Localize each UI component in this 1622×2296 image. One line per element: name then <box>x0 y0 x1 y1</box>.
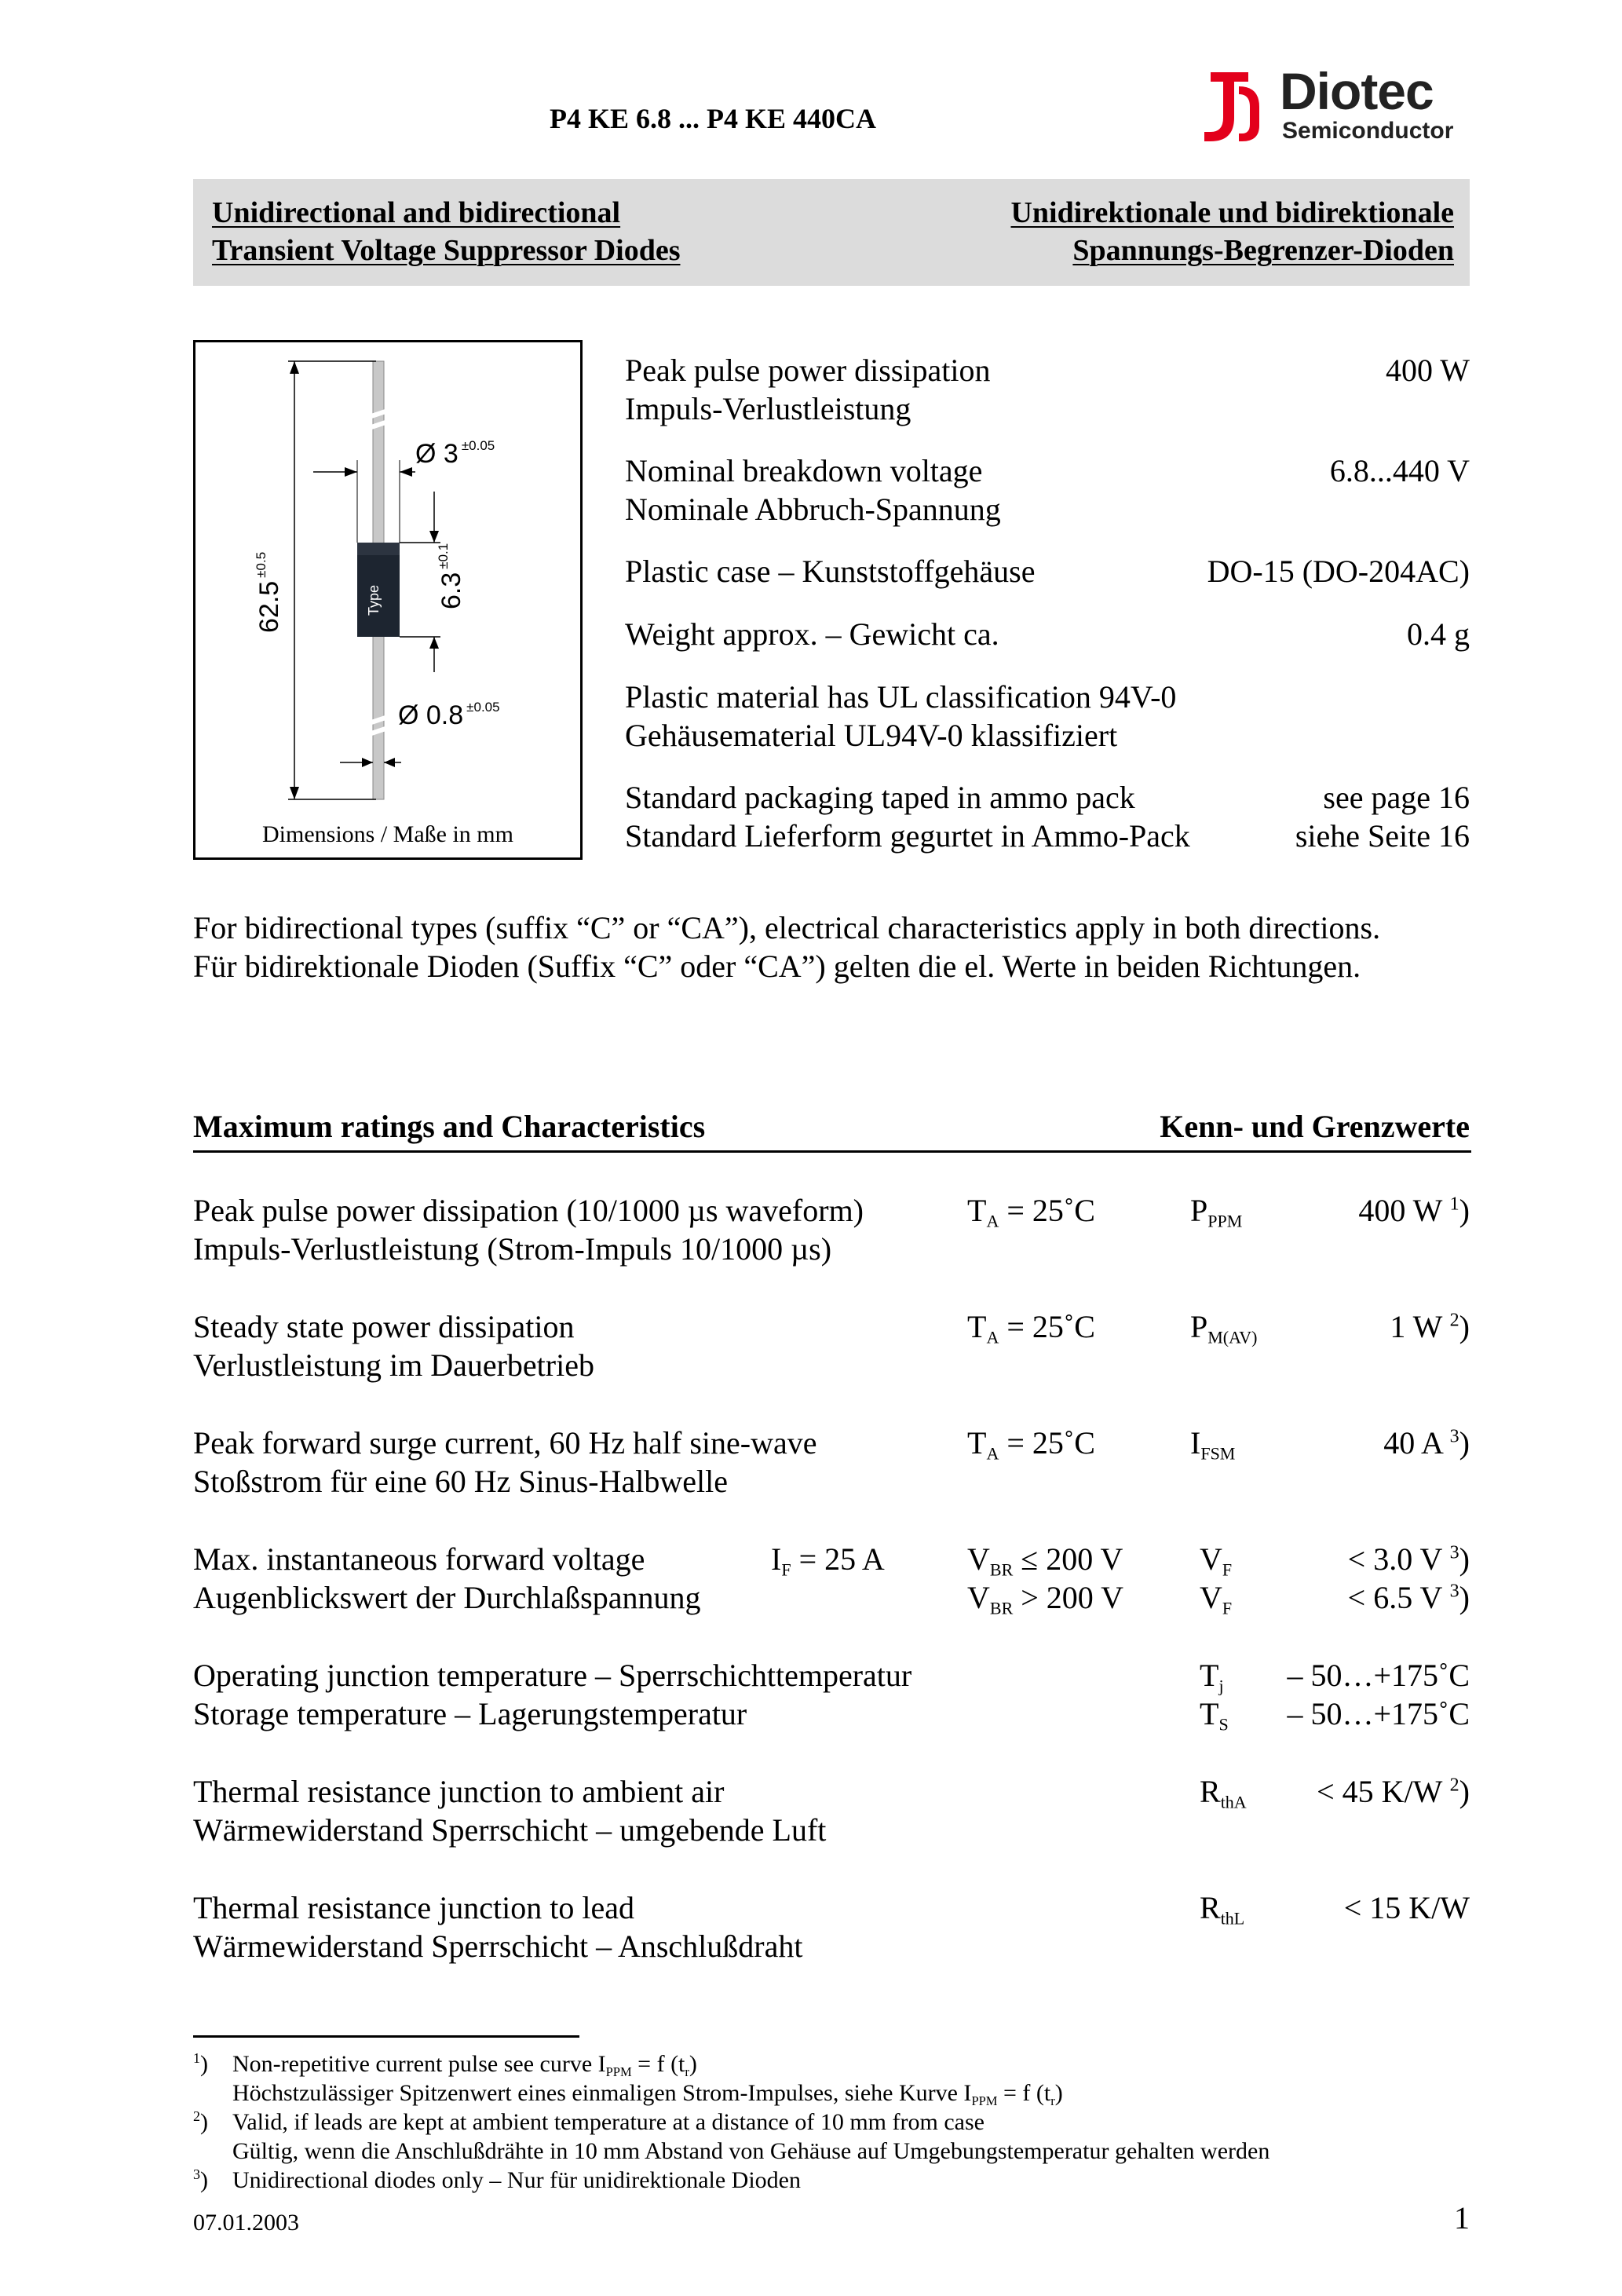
rating-vf-condition-2: $V_{BR} > 200$ V <box>967 1580 1123 1618</box>
spec-case-value: DO-15 (DO-204AC) <box>1207 554 1470 589</box>
spec-breakdown-de: Nominale Abbruch-Spannung <box>625 492 1001 527</box>
footnote-rule <box>193 2035 579 2038</box>
rating-rtha-de: Wärmewiderstand Sperrschicht – umgebende Luft <box>193 1812 827 1848</box>
rating-ts-value: – 50…+175˚C <box>1287 1696 1470 1731</box>
rating-vf-symbol-2: $V_F$ <box>1200 1580 1233 1618</box>
rating-pmav-symbol: $P_{M(AV)}$ <box>1190 1309 1258 1347</box>
dim-body-length: $6.3^{\pm 0.1}$ <box>436 543 466 609</box>
dimension-drawing <box>193 340 583 860</box>
dim-total-length: $62.5^{\pm 0.5}$ <box>254 551 284 633</box>
rating-rtha-en: Thermal resistance junction to ambient air <box>193 1774 725 1809</box>
dim-lead-diameter: Ø 0.8 $^{\pm 0.05}$ <box>398 700 500 730</box>
rating-ppm-symbol: $P_{PPM}$ <box>1190 1193 1243 1231</box>
footer-date: 07.01.2003 <box>193 2210 299 2236</box>
rating-pmav-value: 1 W $^2$) <box>1390 1309 1470 1344</box>
document-title: P4 KE 6.8 ... P4 KE 440CA <box>550 103 877 134</box>
rating-tj-symbol: $T_j$ <box>1200 1658 1224 1696</box>
bidirectional-note-en: For bidirectional types (suffix “C” or “CA”), electrical characteristics apply in both directions. <box>193 910 1381 945</box>
spec-weight: Weight approx. – Gewicht ca. <box>625 616 999 652</box>
rating-tj-value: – 50…+175˚C <box>1287 1658 1470 1693</box>
diotec-logo-icon <box>1193 63 1280 149</box>
rating-tj-text: Operating junction temperature – Sperrschichttemperatur <box>193 1658 912 1693</box>
rating-rthl-en: Thermal resistance junction to lead <box>193 1890 635 1925</box>
rating-ifsm-condition: $T_A$ = 25˚C <box>967 1425 1095 1464</box>
spec-ul-de: Gehäusematerial UL94V-0 klassifiziert <box>625 718 1118 753</box>
footnote-1-en: Non-repetitive current pulse see curve $I_{PPM} = f$ $(t_r)$ <box>232 2051 697 2079</box>
rating-ifsm-en: Peak forward surge current, 60 Hz half sine-wave <box>193 1425 817 1461</box>
rating-ppm-de: Impuls-Verlustleistung (Strom-Impuls 10/1000 µs) <box>193 1231 832 1267</box>
spec-packaging-de: Standard Lieferform gegurtet in Ammo-Pack <box>625 818 1190 854</box>
figure-caption: Dimensions / Maße in mm <box>262 821 513 847</box>
rating-ppm-en: Peak pulse power dissipation (10/1000 µs waveform) <box>193 1193 864 1228</box>
rating-ts-symbol: $T_S$ <box>1200 1696 1229 1735</box>
rating-rtha-value: < 45 K/W $^2$) <box>1317 1774 1470 1809</box>
rating-vf-condition-1: $V_{BR} \le 200$ V <box>967 1541 1123 1580</box>
footnote-2-en: Valid, if leads are kept at ambient temperature at a distance of 10 mm from case <box>232 2109 985 2135</box>
spec-ul-en: Plastic material has UL classification 94V-0 <box>625 679 1177 715</box>
rating-pmav-en: Steady state power dissipation <box>193 1309 575 1344</box>
logo-subtitle: Semiconductor <box>1282 118 1454 144</box>
ratings-heading-rule <box>193 1150 1471 1153</box>
footnote-3-marker: $^3$) <box>193 2166 208 2193</box>
footer-page-number: 1 <box>1454 2200 1470 2236</box>
bidirectional-note-de: Für bidirektionale Dioden (Suffix “C” oder “CA”) gelten die el. Werte in beiden Richtungen. <box>193 949 1361 984</box>
rating-vf-value-2: < 6.5 V $^3$) <box>1347 1580 1470 1615</box>
rating-rtha-symbol: $R_{thA}$ <box>1200 1774 1247 1812</box>
rating-vf-de: Augenblickswert der Durchlaßspannung <box>193 1580 701 1615</box>
rating-rthl-value: < 15 K/W <box>1343 1890 1470 1925</box>
rating-vf-en: Max. instantaneous forward voltage <box>193 1541 645 1577</box>
rating-vf-current: $I_F = 25$ A <box>771 1541 885 1580</box>
subtitle-bar <box>193 179 1470 286</box>
rating-pmav-de: Verlustleistung im Dauerbetrieb <box>193 1347 594 1383</box>
spec-peak-power-value: 400 W <box>1385 353 1470 388</box>
footnote-1-marker: $^1$) <box>193 2050 208 2077</box>
ratings-heading-de: Kenn- und Grenzwerte <box>1160 1109 1470 1144</box>
spec-packaging-value-en: see page 16 <box>1323 780 1470 815</box>
rating-ppm-value: 400 W $^1$) <box>1358 1193 1470 1228</box>
spec-peak-power-de: Impuls-Verlustleistung <box>625 391 911 426</box>
footnote-2-marker: $^2$) <box>193 2108 208 2135</box>
rating-ifsm-value: 40 A $^3$) <box>1383 1425 1470 1461</box>
rating-vf-symbol-1: $V_F$ <box>1200 1541 1233 1580</box>
spec-case: Plastic case – Kunststoffgehäuse <box>625 554 1036 589</box>
spec-weight-value: 0.4 g <box>1407 616 1470 652</box>
subtitle-en-line2: Transient Voltage Suppressor Diodes <box>212 234 681 267</box>
logo-name: Diotec <box>1280 62 1434 120</box>
rating-rthl-de: Wärmewiderstand Sperrschicht – Anschlußdraht <box>193 1929 803 1964</box>
rating-ts-text: Storage temperature – Lagerungstemperatur <box>193 1696 747 1731</box>
body-type-label: Type <box>366 584 382 616</box>
footnote-1-de: Höchstzulässiger Spitzenwert eines einmaligen Strom-Impulses, siehe Kurve $I_{PPM} = f$ $(t_r)$ <box>232 2080 1063 2108</box>
dim-body-diameter: Ø 3 $^{\pm 0.05}$ <box>415 438 495 469</box>
subtitle-en-line1: Unidirectional and bidirectional <box>212 196 621 229</box>
rating-ifsm-symbol: $I_{FSM}$ <box>1190 1425 1236 1464</box>
rating-ppm-condition: $T_A$ = 25˚C <box>967 1193 1095 1231</box>
spec-packaging-en: Standard packaging taped in ammo pack <box>625 780 1135 815</box>
footnote-2-de: Gültig, wenn die Anschlußdrähte in 10 mm Abstand von Gehäuse auf Umgebungstemperatur gehalten werden <box>232 2138 1270 2164</box>
rating-ifsm-de: Stoßstrom für eine 60 Hz Sinus-Halbwelle <box>193 1464 728 1499</box>
spec-breakdown-en: Nominal breakdown voltage <box>625 453 983 488</box>
spec-packaging-value-de: siehe Seite 16 <box>1295 818 1470 854</box>
subtitle-de-line1: Unidirektionale und bidirektionale <box>1010 196 1454 229</box>
rating-vf-value-1: < 3.0 V $^3$) <box>1347 1541 1470 1577</box>
footnote-3-text: Unidirectional diodes only – Nur für unidirektionale Dioden <box>232 2167 801 2193</box>
rating-rthl-symbol: $R_{thL}$ <box>1200 1890 1245 1929</box>
subtitle-de-line2: Spannungs-Begrenzer-Dioden <box>1072 234 1454 267</box>
spec-peak-power-en: Peak pulse power dissipation <box>625 353 991 388</box>
spec-breakdown-value: 6.8...440 V <box>1329 453 1470 488</box>
rating-pmav-condition: $T_A$ = 25˚C <box>967 1309 1095 1347</box>
ratings-heading-en: Maximum ratings and Characteristics <box>193 1109 706 1144</box>
